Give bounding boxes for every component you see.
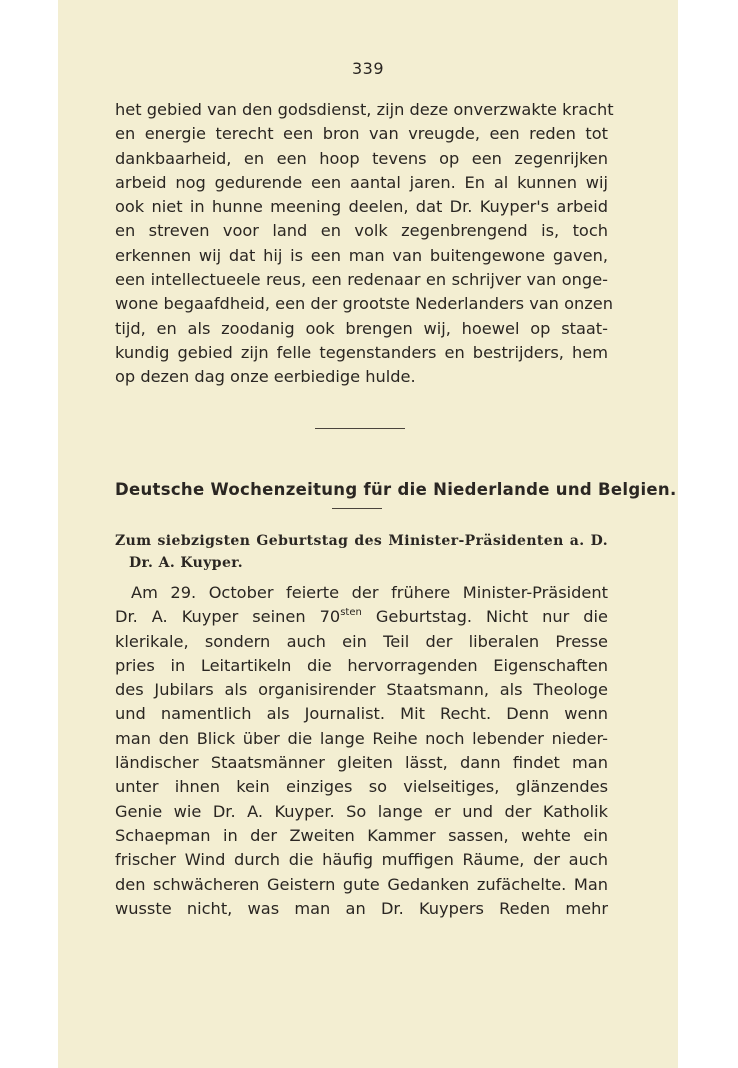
newspaper-title: Deutsche Wochenzeitung für die Niederlande und Belgien. [115,480,677,499]
text-line: und namentlich als Journalist. Mit Recht. Denn wenn [115,704,608,724]
dutch-paragraph [115,98,614,390]
section-divider [315,428,405,429]
text-fragment: Dr. A. Kuyper seinen 70 [115,607,341,627]
text-line: wusste nicht, was man an Dr. Kuypers Reden mehr [115,898,608,918]
book-page [58,0,678,1068]
title-underline [332,508,382,509]
text-line: en streven voor land en volk zegenbrengend is, toch [115,221,608,241]
text-line: des Jubilars als organisirender Staatsmann, als Theologe [115,680,608,700]
text-line: arbeid nog gedurende een aantal jaren. En al kunnen wij [115,172,608,192]
article-heading [115,530,608,574]
page-number: 339 [351,59,385,78]
text-line: den schwächeren Geistern gute Gedanken zufächelte. Man [115,874,608,894]
german-paragraph [115,581,608,921]
superscript: sten [340,607,362,619]
text-line: dankbaarheid, en een hoop tevens op een zegenrijken [115,148,608,168]
text-line: frischer Wind durch die häufig muffigen Räume, der auch [115,850,608,870]
text-line: wone begaafdheid, een der grootste Nederlanders van onzen [115,294,613,314]
text-line: pries in Leitartikeln die hervorragenden Eigenschaften [115,655,608,675]
text-line: erkennen wij dat hij is een man van buitengewone gaven, [115,245,608,265]
text-line: Schaepman in der Zweiten Kammer sassen, wehte ein [115,825,608,845]
text-line: en energie terecht een bron van vreugde, een reden tot [115,124,608,144]
text-line: tijd, en als zoodanig ook brengen wij, hoewel op staat- [115,318,608,338]
article-heading-line: Zum siebzigsten Geburtstag des Minister-Präsidenten a. D. [115,533,608,549]
text-line: unter ihnen kein einziges so vielseitiges, glänzendes [115,777,608,797]
text-line: Am 29. October feierte der frühere Minister-Präsident [131,583,608,602]
text-line: het gebied van den godsdienst, zijn deze onverzwakte kracht [115,100,614,119]
article-heading-line: Dr. A. Kuyper. [129,555,244,571]
text-fragment: Geburtstag. Nicht nur die [361,607,608,627]
text-line: klerikale, sondern auch ein Teil der liberalen Presse [115,631,608,651]
text-line: ländischer Staatsmänner gleiten lässt, dann findet man [115,753,608,773]
text-line: op dezen dag onze eerbiedige hulde. [115,367,416,387]
text-line [115,605,608,629]
text-line: een intellectueele reus, een redenaar en schrijver van onge- [115,270,608,290]
text-line: kundig gebied zijn felle tegenstanders en bestrijders, hem [115,342,608,362]
text-line: ook niet in hunne meening deelen, dat Dr. Kuyper's arbeid [115,197,608,217]
text-line: Genie wie Dr. A. Kuyper. So lange er und der Katholik [115,801,608,821]
text-line: man den Blick über die lange Reihe noch lebender nieder- [115,728,608,748]
